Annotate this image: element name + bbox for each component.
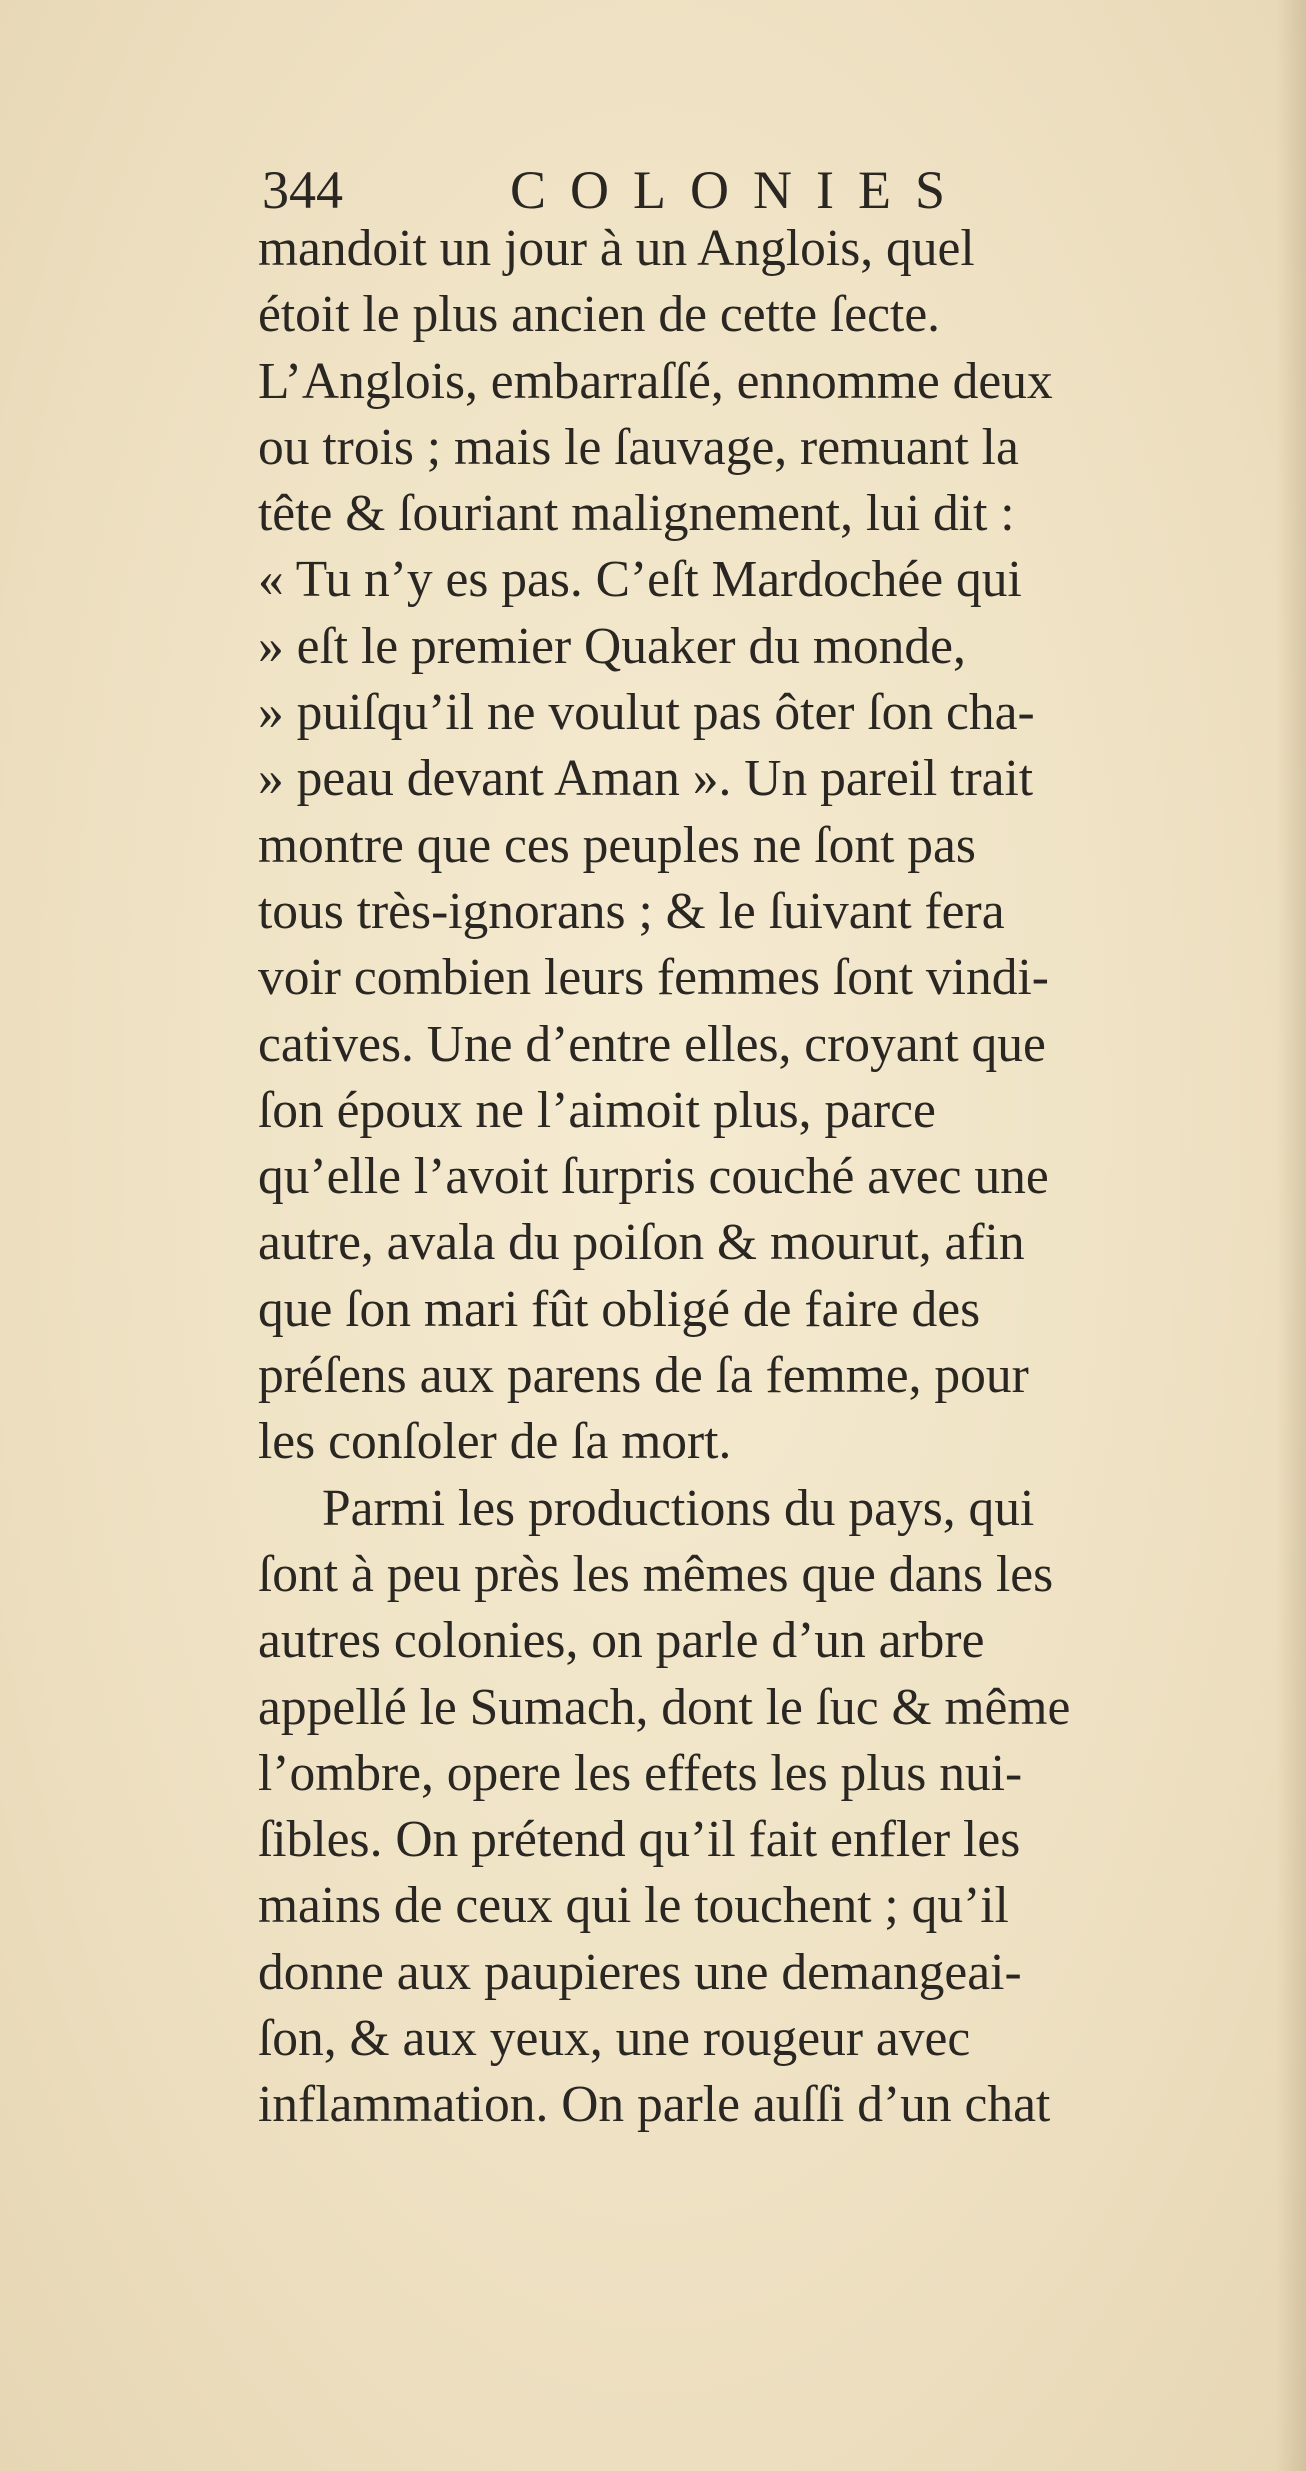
text-line: que ſon mari fût obligé de faire des xyxy=(258,1280,981,1338)
text-line: » peau devant Aman ». Un pareil trait xyxy=(258,750,1034,808)
text-line: étoit le plus ancien de cette ſecte. xyxy=(258,286,941,344)
text-line: ſont à peu près les mêmes que dans les xyxy=(258,1545,1054,1603)
text-line: inflammation. On parle auſſi d’un chat xyxy=(258,2076,1051,2134)
body-text xyxy=(258,216,1258,2139)
text-line: » puiſqu’il ne voulut pas ôter ſon cha- xyxy=(258,684,1035,742)
paragraph-first-line: Parmi les productions du pays, qui xyxy=(322,1479,1035,1537)
text-line: préſens aux parens de ſa femme, pour xyxy=(258,1347,1029,1405)
text-line: mandoit un jour à un Anglois, quel xyxy=(258,220,975,277)
text-line: » eſt le premier Quaker du monde, xyxy=(258,617,966,675)
text-line: catives. Une d’entre elles, croyant que xyxy=(258,1015,1046,1073)
text-line: l’ombre, opere les effets les plus nui- xyxy=(258,1744,1023,1802)
running-title: COLONIES xyxy=(510,160,969,220)
page-header xyxy=(262,160,1062,220)
text-line: tous très-ignorans ; & le ſuivant fera xyxy=(258,882,1005,940)
text-line: ſibles. On prétend qu’il fait enfler les xyxy=(258,1811,1021,1869)
text-line: donne aux paupieres une demangeai- xyxy=(258,1943,1022,2001)
text-line: mains de ceux qui le touchent ; qu’il xyxy=(258,1877,1009,1935)
page-number: 344 xyxy=(262,160,343,220)
text-line: tête & ſouriant malignement, lui dit : xyxy=(258,485,1015,543)
text-line: qu’elle l’avoit ſurpris couché avec une xyxy=(258,1148,1049,1206)
text-line: montre que ces peuples ne ſont pas xyxy=(258,816,976,874)
text-line: ſon, & aux yeux, une rougeur avec xyxy=(258,2010,971,2068)
text-line: « Tu n’y es pas. C’eſt Mardochée qui xyxy=(258,551,1022,609)
text-line: voir combien leurs femmes ſont vindi- xyxy=(258,949,1049,1007)
page-edge-shadow xyxy=(1276,0,1306,2471)
text-line: ſon époux ne l’aimoit plus, parce xyxy=(258,1081,936,1139)
text-line: ou trois ; mais le ſauvage, remuant la xyxy=(258,418,1019,476)
text-line: autre, avala du poiſon & mourut, afin xyxy=(258,1214,1025,1272)
text-line: L’Anglois, embarraſſé, ennomme deux xyxy=(258,352,1053,410)
text-line: autres colonies, on parle d’un arbre xyxy=(258,1612,985,1670)
text-line: appellé le Sumach, dont le ſuc & même xyxy=(258,1678,1071,1736)
text-line: les conſoler de ſa mort. xyxy=(258,1413,732,1471)
